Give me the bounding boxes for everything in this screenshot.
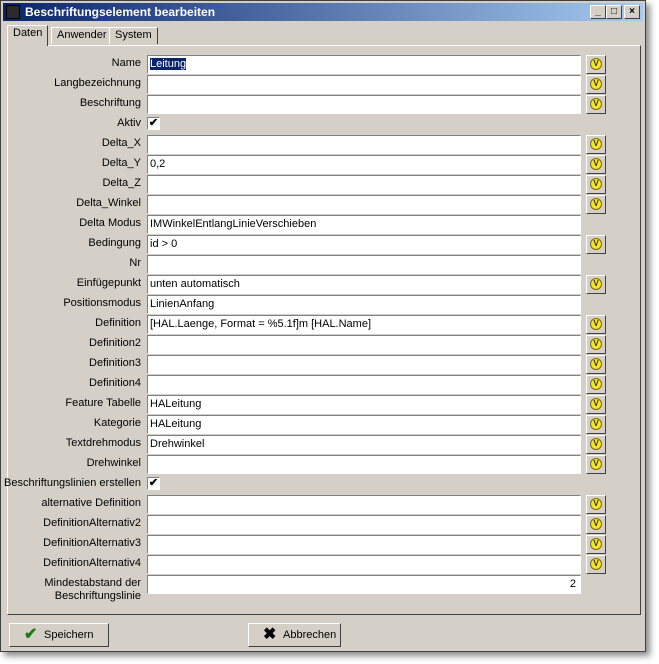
kategorie-field[interactable]: HALeitung	[147, 415, 581, 434]
bedingung-label: Bedingung	[88, 237, 141, 249]
v-icon: V	[590, 398, 602, 410]
title-bar[interactable]	[3, 3, 643, 21]
beschriftungslinien-checkbox[interactable]: ✔	[148, 477, 159, 489]
save-button[interactable]	[9, 623, 109, 647]
alternative-definition-label: alternative Definition	[41, 497, 141, 509]
row-feature-tabelle	[1, 394, 641, 414]
name-value: Leitung	[150, 58, 187, 70]
v-icon: V	[590, 198, 602, 210]
alternative-definition-field[interactable]	[147, 495, 581, 514]
tab-daten[interactable]: Daten	[7, 25, 48, 46]
nr-label: Nr	[129, 257, 141, 269]
langbezeichnung-value-button[interactable]	[586, 75, 606, 94]
beschriftung-field[interactable]	[147, 95, 581, 114]
row-positionsmodus	[1, 294, 641, 314]
kategorie-value-button[interactable]	[586, 415, 606, 434]
v-icon: V	[590, 558, 602, 570]
drehwinkel-field[interactable]	[147, 455, 581, 474]
definitionalternativ2-field[interactable]	[147, 515, 581, 534]
v-icon: V	[590, 378, 602, 390]
row-definition4	[1, 374, 641, 394]
tab-system[interactable]: System	[109, 27, 158, 44]
beschriftungslinien-label: Beschriftungslinien erstellen	[4, 477, 141, 489]
row-beschriftung	[1, 94, 641, 114]
delta-modus-label: Delta Modus	[79, 217, 141, 229]
row-beschriftungslinien	[1, 474, 641, 494]
v-icon: V	[590, 518, 602, 530]
row-textdrehmodus	[1, 434, 641, 454]
name-field[interactable]	[147, 55, 581, 74]
einfuegepunkt-value-button[interactable]	[586, 275, 606, 294]
minimize-button[interactable]: _	[590, 5, 606, 19]
definition4-label: Definition4	[89, 377, 141, 389]
row-kategorie	[1, 414, 641, 434]
delta-x-label: Delta_X	[101, 137, 141, 149]
beschriftung-label: Beschriftung	[79, 97, 141, 109]
v-icon: V	[590, 438, 602, 450]
row-delta-z	[1, 174, 641, 194]
v-icon: V	[590, 338, 602, 350]
definition3-field[interactable]	[147, 355, 581, 374]
feature-tabelle-value-button[interactable]	[586, 395, 606, 414]
definitionalternativ3-value-button[interactable]	[586, 535, 606, 554]
row-definitionalternativ2	[1, 514, 641, 534]
definition-label: Definition	[95, 317, 141, 329]
x-icon: ✖	[263, 626, 277, 643]
bedingung-field[interactable]: id > 0	[147, 235, 581, 254]
delta-modus-field[interactable]: IMWinkelEntlangLinieVerschieben	[147, 215, 581, 234]
row-nr	[1, 254, 641, 274]
delta-winkel-field[interactable]	[147, 195, 581, 214]
v-icon: V	[590, 238, 602, 250]
checkmark-icon: ✔	[24, 626, 38, 643]
name-value-button[interactable]	[586, 55, 606, 74]
row-langbezeichnung	[1, 74, 641, 94]
definitionalternativ2-value-button[interactable]	[586, 515, 606, 534]
row-aktiv	[1, 114, 641, 134]
feature-tabelle-field[interactable]: HALeitung	[147, 395, 581, 414]
feature-tabelle-label: Feature Tabelle	[65, 397, 141, 409]
definitionalternativ2-label: DefinitionAlternativ2	[43, 517, 141, 529]
row-definitionalternativ4	[1, 554, 641, 574]
row-alternative-definition	[1, 494, 641, 514]
name-label: Name	[111, 57, 141, 69]
definition4-field[interactable]	[147, 375, 581, 394]
v-icon: V	[590, 358, 602, 370]
delta-y-value-button[interactable]	[586, 155, 606, 174]
definition3-label: Definition3	[89, 357, 141, 369]
row-definition2	[1, 334, 641, 354]
delta-y-field[interactable]: 0,2	[147, 155, 581, 174]
definition3-value-button[interactable]	[586, 355, 606, 374]
positionsmodus-label: Positionsmodus	[63, 297, 141, 309]
close-button[interactable]: ×	[624, 5, 640, 19]
mindestabstand-label-line1: Mindestabstand der	[44, 577, 141, 589]
delta-winkel-label: Delta_Winkel	[76, 197, 141, 209]
delta-winkel-value-button[interactable]	[586, 195, 606, 214]
definitionalternativ4-label: DefinitionAlternativ4	[43, 557, 141, 569]
v-icon: V	[590, 138, 602, 150]
textdrehmodus-value-button[interactable]	[586, 435, 606, 454]
definition2-value-button[interactable]	[586, 335, 606, 354]
drehwinkel-label: Drehwinkel	[86, 457, 141, 469]
definition-value-button[interactable]	[586, 315, 606, 334]
row-drehwinkel	[1, 454, 641, 474]
langbezeichnung-field[interactable]	[147, 75, 581, 94]
row-delta-winkel	[1, 194, 641, 214]
definition-field[interactable]: [HAL.Laenge, Format = %5.1f]m [HAL.Name]	[147, 315, 581, 334]
delta-z-value-button[interactable]	[586, 175, 606, 194]
definitionalternativ4-field[interactable]	[147, 555, 581, 574]
drehwinkel-value-button[interactable]	[586, 455, 606, 474]
delta-z-field[interactable]	[147, 175, 581, 194]
langbezeichnung-label: Langbezeichnung	[54, 77, 141, 89]
textdrehmodus-label: Textdrehmodus	[65, 437, 141, 449]
einfuegepunkt-field[interactable]: unten automatisch	[147, 275, 581, 294]
delta-y-label: Delta_Y	[101, 157, 141, 169]
aktiv-label: Aktiv	[117, 117, 141, 129]
row-delta-modus	[1, 214, 641, 234]
v-icon: V	[590, 98, 602, 110]
v-icon: V	[590, 498, 602, 510]
v-icon: V	[590, 418, 602, 430]
save-button-label: Speichern	[44, 629, 94, 641]
einfuegepunkt-label: Einfügepunkt	[76, 277, 141, 289]
definitionalternativ3-label: DefinitionAlternativ3	[43, 537, 141, 549]
row-bedingung	[1, 234, 641, 254]
definitionalternativ3-field[interactable]	[147, 535, 581, 554]
definition4-value-button[interactable]	[586, 375, 606, 394]
aktiv-checkbox[interactable]: ✔	[148, 117, 159, 129]
definition2-label: Definition2	[89, 337, 141, 349]
cancel-button-label: Abbrechen	[283, 629, 337, 641]
row-mindestabstand	[1, 574, 641, 606]
row-definition	[1, 314, 641, 334]
positionsmodus-field[interactable]: LinienAnfang	[147, 295, 581, 314]
window-title: Beschriftungselement bearbeiten	[25, 5, 216, 19]
beschriftung-value-button[interactable]	[586, 95, 606, 114]
definition2-field[interactable]	[147, 335, 581, 354]
mindestabstand-label-line2: Beschriftungslinie	[54, 590, 141, 602]
v-icon: V	[590, 178, 602, 190]
nr-field[interactable]	[147, 255, 581, 274]
textdrehmodus-field[interactable]: Drehwinkel	[147, 435, 581, 454]
kategorie-label: Kategorie	[93, 417, 141, 429]
v-icon: V	[590, 538, 602, 550]
app-icon	[6, 5, 20, 19]
row-definition3	[1, 354, 641, 374]
cancel-button[interactable]	[248, 623, 341, 647]
row-delta-y	[1, 154, 641, 174]
delta-x-field[interactable]	[147, 135, 581, 154]
row-name	[1, 54, 641, 74]
v-icon: V	[590, 78, 602, 90]
v-icon: V	[590, 158, 602, 170]
v-icon: V	[590, 58, 602, 70]
maximize-button[interactable]: □	[606, 5, 622, 19]
row-einfuegepunkt	[1, 274, 641, 294]
v-icon: V	[590, 278, 602, 290]
bedingung-value-button[interactable]	[586, 235, 606, 254]
v-icon: V	[590, 318, 602, 330]
alternative-definition-value-button[interactable]	[586, 495, 606, 514]
delta-x-value-button[interactable]	[586, 135, 606, 154]
v-icon: V	[590, 458, 602, 470]
row-definitionalternativ3	[1, 534, 641, 554]
row-delta-x	[1, 134, 641, 154]
delta-z-label: Delta_Z	[102, 177, 141, 189]
tab-anwender[interactable]: Anwender	[51, 27, 113, 44]
mindestabstand-field[interactable]: 2	[147, 575, 581, 594]
definitionalternativ4-value-button[interactable]	[586, 555, 606, 574]
